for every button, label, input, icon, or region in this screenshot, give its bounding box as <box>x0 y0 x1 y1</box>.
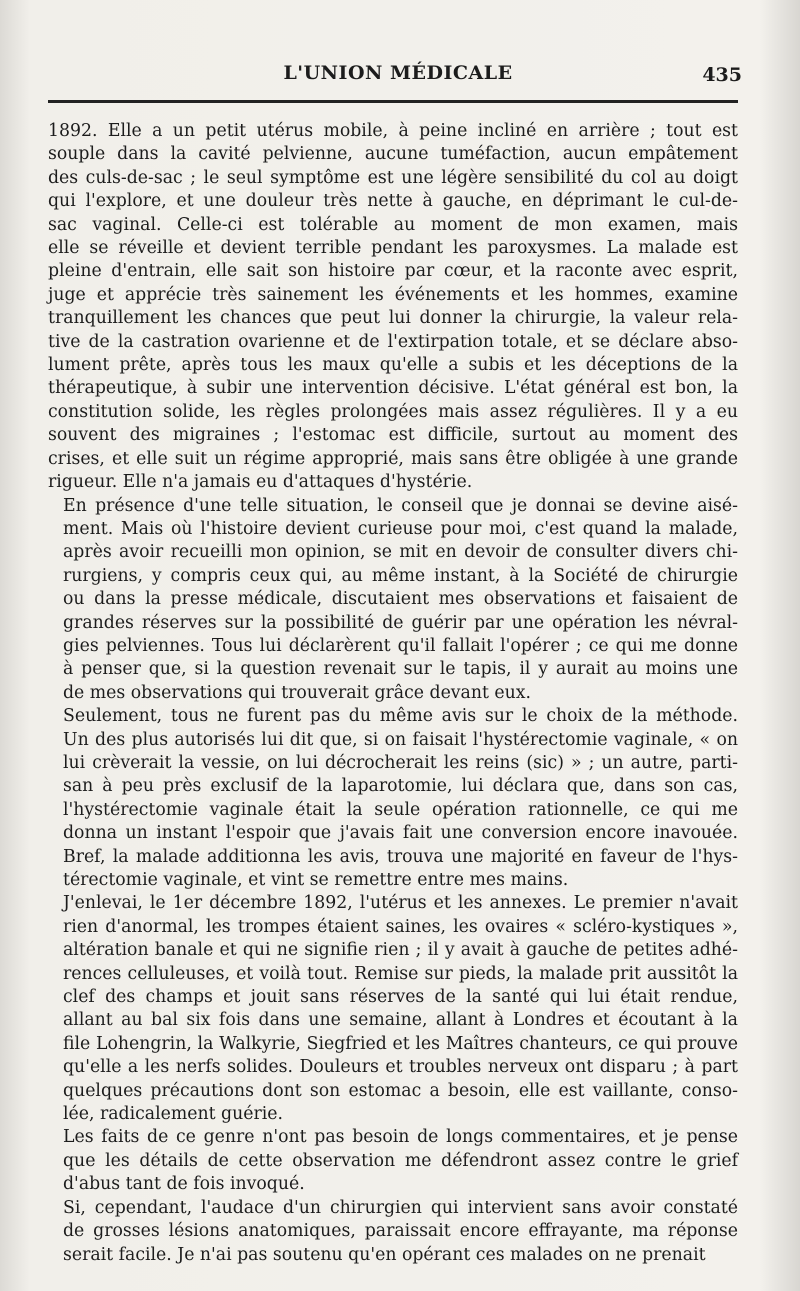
text-line: que les détails de cette observation me défendront assez contre le grief <box>63 1150 738 1171</box>
text-line: pleine d'entrain, elle sait son histoire par cœur, et la raconte avec esprit, <box>48 261 738 282</box>
text-line: l'hystérectomie vaginale était la seule opération rationnelle, ce qui me <box>63 799 738 820</box>
page-number: 435 <box>702 64 742 86</box>
text-line: Si, cependant, l'audace d'un chirurgien qui intervient sans avoir constaté <box>63 1197 738 1218</box>
body-text <box>48 120 738 1267</box>
page-header <box>48 62 748 92</box>
paragraph <box>48 1197 738 1267</box>
text-line: de mes observations qui trouverait grâce devant eux. <box>63 682 532 703</box>
paragraph <box>48 705 738 892</box>
text-line: juge et apprécie très sainement les événements et les hommes, examine <box>48 284 738 305</box>
text-line: après avoir recueilli mon opinion, se mit en devoir de consulter divers chi- <box>63 542 738 563</box>
text-line: Les faits de ce genre n'ont pas besoin de longs commentaires, et je pense <box>63 1127 738 1148</box>
text-line: qu'elle a les nerfs solides. Douleurs et troubles nerveux ont disparu ; à part <box>63 1057 738 1078</box>
text-line: souvent des migraines ; l'estomac est difficile, surtout au moment des <box>48 425 738 446</box>
text-line: crises, et elle suit un régime approprié, mais sans être obligée à une grande <box>48 448 738 469</box>
text-line: tive de la castration ovarienne et de l'extirpation totale, et se déclare abso- <box>48 331 738 352</box>
text-line: Seulement, tous ne furent pas du même avis sur le choix de la méthode. <box>63 706 738 727</box>
text-line: à penser que, si la question revenait sur le tapis, il y aurait au moins une <box>63 659 738 680</box>
text-line: file Lohengrin, la Walkyrie, Siegfried et les Maîtres chanteurs, ce qui prouve <box>63 1033 738 1054</box>
text-line: souple dans la cavité pelvienne, aucune tuméfaction, aucun empâtement <box>48 144 738 165</box>
text-line: rigueur. Elle n'a jamais eu d'attaques d'hystérie. <box>48 472 473 493</box>
text-line: lument prête, après tous les maux qu'elle a subis et les déceptions de la <box>48 355 738 376</box>
text-line: gies pelviennes. Tous lui déclarèrent qu'il fallait l'opérer ; ce qui me donne <box>63 635 738 656</box>
text-line: J'enlevai, le 1er décembre 1892, l'utérus et les annexes. Le premier n'avait <box>63 893 738 914</box>
running-title: L'UNION MÉDICALE <box>283 62 513 84</box>
text-line: Bref, la malade additionna les avis, trouva une majorité en faveur de l'hys- <box>63 846 738 867</box>
paragraph <box>48 892 738 1126</box>
text-line: ou dans la presse médicale, discutaient mes observations et faisaient de <box>63 589 738 610</box>
paragraph <box>48 1126 738 1196</box>
text-line: donna un instant l'espoir que j'avais fait une conversion encore inavouée. <box>63 823 738 844</box>
text-line: térectomie vaginale, et vint se remettre entre mes mains. <box>63 870 569 890</box>
paragraph <box>48 120 738 495</box>
text-line: allant au bal six fois dans une semaine, allant à Londres et écoutant à la <box>63 1010 738 1031</box>
text-line: san à peu près exclusif de la laparotomie, lui déclara que, dans son cas, <box>63 776 738 797</box>
text-line: lée, radicalement guérie. <box>63 1104 283 1125</box>
header-rule <box>48 100 738 103</box>
text-line: des culs-de-sac ; le seul symptôme est une légère sensibilité du col au doigt <box>48 167 738 188</box>
text-line: ment. Mais où l'histoire devient curieuse pour moi, c'est quand la malade, <box>63 518 738 539</box>
text-line: rien d'anormal, les trompes étaient saines, les ovaires « scléro-kystiques », <box>63 916 738 937</box>
text-line: de grosses lésions anatomiques, paraissait encore effrayante, ma réponse <box>63 1221 738 1242</box>
text-line: quelques précautions dont son estomac a besoin, elle est vaillante, conso- <box>63 1080 738 1101</box>
text-line: altération banale et qui ne signifie rien ; il y avait à gauche de petites adhé- <box>63 940 738 961</box>
text-line: tranquillement les chances que peut lui donner la chirurgie, la valeur rela- <box>48 308 738 329</box>
text-line: En présence d'une telle situation, le conseil que je donnai se devine aisé- <box>63 495 738 516</box>
text-line: rences celluleuses, et voilà tout. Remise sur pieds, la malade prit aussitôt la <box>63 963 738 984</box>
text-line: 1892. Elle a un petit utérus mobile, à peine incliné en arrière ; tout est <box>48 121 738 141</box>
text-line: grandes réserves sur la possibilité de guérir par une opération les névral- <box>63 612 738 633</box>
text-line: serait facile. Je n'ai pas soutenu qu'en opérant ces malades on ne prenait <box>63 1244 706 1265</box>
text-line: Un des plus autorisés lui dit que, si on faisait l'hystérectomie vaginale, « on <box>63 729 738 750</box>
text-line: elle se réveille et devient terrible pendant les paroxysmes. La malade est <box>48 238 738 259</box>
paragraph <box>48 495 738 706</box>
text-line: sac vaginal. Celle-ci est tolérable au moment de mon examen, mais <box>48 214 738 235</box>
text-line: constitution solide, les règles prolongées mais assez régulières. Il y a eu <box>48 401 738 422</box>
text-line: qui l'explore, et une douleur très nette à gauche, en déprimant le cul-de- <box>48 191 738 212</box>
text-line: clef des champs et jouit sans réserves de la santé qui lui était rendue, <box>63 987 738 1008</box>
text-line: thérapeutique, à subir une intervention décisive. L'état général est bon, la <box>48 378 738 399</box>
text-line: rurgiens, y compris ceux qui, au même instant, à la Société de chirurgie <box>63 565 738 586</box>
text-line: d'abus tant de fois invoqué. <box>63 1174 305 1195</box>
text-line: lui crèverait la vessie, on lui décrocherait les reins (sic) » ; un autre, parti- <box>63 752 738 773</box>
